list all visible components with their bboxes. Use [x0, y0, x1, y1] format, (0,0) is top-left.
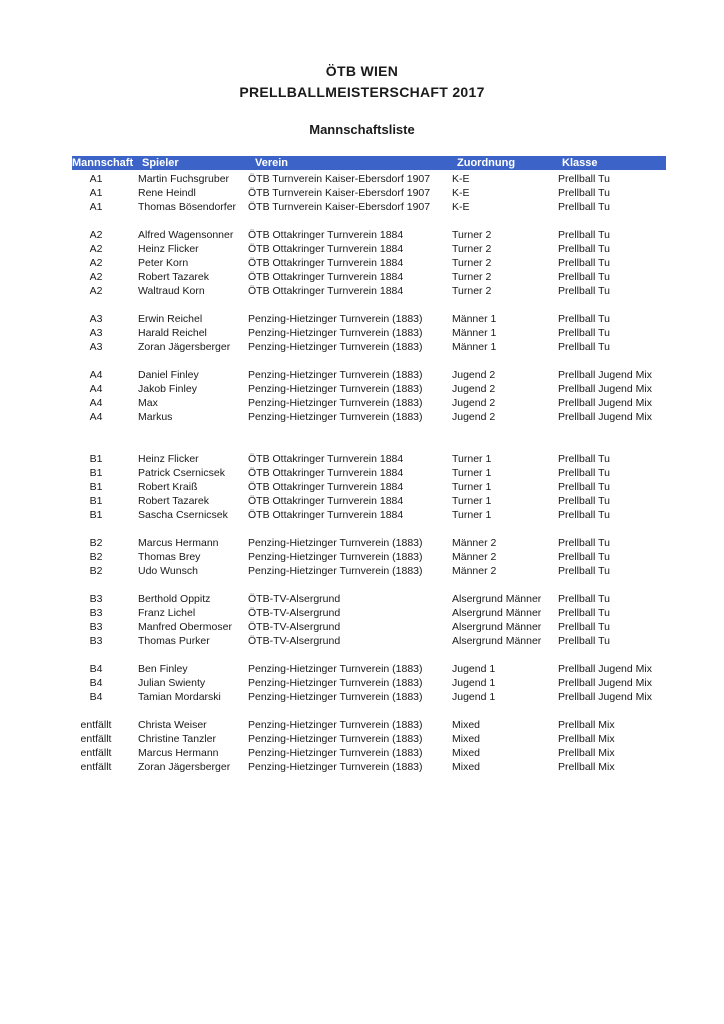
- cell-assignment: Turner 2: [452, 271, 492, 283]
- cell-assignment: Jugend 2: [452, 411, 496, 423]
- cell-player: Heinz Flicker: [138, 453, 199, 465]
- table-row: [72, 564, 666, 578]
- table-row: [72, 746, 666, 760]
- table-row: [72, 732, 666, 746]
- cell-team: B3: [89, 621, 103, 633]
- table-row: [72, 662, 666, 676]
- cell-player: Tamian Mordarski: [138, 691, 221, 703]
- cell-class: Prellball Mix: [558, 733, 615, 745]
- cell-assignment: Turner 1: [452, 509, 492, 521]
- table-row: [72, 256, 666, 270]
- cell-assignment: K-E: [452, 201, 470, 213]
- cell-club: Penzing-Hietzinger Turnverein (1883): [248, 341, 423, 353]
- column-header-class: Klasse: [562, 157, 598, 169]
- cell-team: B3: [89, 607, 103, 619]
- cell-player: Manfred Obermoser: [138, 621, 232, 633]
- cell-class: Prellball Tu: [558, 313, 610, 325]
- table-row: [72, 606, 666, 620]
- cell-club: ÖTB-TV-Alsergrund: [248, 607, 341, 619]
- cell-player: Ben Finley: [138, 663, 188, 675]
- cell-player: Markus: [138, 411, 173, 423]
- cell-team: entfällt: [80, 761, 112, 773]
- cell-club: ÖTB Ottakringer Turnverein 1884: [248, 467, 404, 479]
- cell-player: Zoran Jägersberger: [138, 341, 231, 353]
- cell-assignment: Männer 1: [452, 341, 497, 353]
- cell-club: ÖTB Ottakringer Turnverein 1884: [248, 495, 404, 507]
- cell-club: ÖTB Ottakringer Turnverein 1884: [248, 257, 404, 269]
- cell-team: B4: [89, 691, 103, 703]
- table-row: [72, 508, 666, 522]
- cell-class: Prellball Tu: [558, 187, 610, 199]
- cell-club: ÖTB Ottakringer Turnverein 1884: [248, 271, 404, 283]
- cell-class: Prellball Tu: [558, 285, 610, 297]
- cell-team: B2: [89, 565, 103, 577]
- cell-team: entfällt: [80, 733, 112, 745]
- table-row: [72, 760, 666, 774]
- cell-club: Penzing-Hietzinger Turnverein (1883): [248, 565, 423, 577]
- cell-assignment: Turner 1: [452, 495, 492, 507]
- table-row: [72, 634, 666, 648]
- cell-player: Franz Lichel: [138, 607, 196, 619]
- column-header-assignment: Zuordnung: [457, 157, 516, 169]
- cell-assignment: Turner 1: [452, 467, 492, 479]
- cell-club: Penzing-Hietzinger Turnverein (1883): [248, 537, 423, 549]
- cell-player: Udo Wunsch: [138, 565, 198, 577]
- cell-class: Prellball Tu: [558, 607, 610, 619]
- cell-class: Prellball Tu: [558, 243, 610, 255]
- cell-team: B1: [89, 495, 103, 507]
- table-row: [72, 452, 666, 466]
- cell-club: ÖTB-TV-Alsergrund: [248, 621, 341, 633]
- cell-team: A3: [89, 341, 103, 353]
- cell-club: ÖTB Ottakringer Turnverein 1884: [248, 243, 404, 255]
- column-header-player: Spieler: [142, 157, 179, 169]
- table-row: [72, 396, 666, 410]
- table-row: [72, 340, 666, 354]
- cell-team: B4: [89, 663, 103, 675]
- cell-player: Rene Heindl: [138, 187, 196, 199]
- cell-team: B1: [89, 509, 103, 521]
- cell-class: Prellball Tu: [558, 565, 610, 577]
- cell-assignment: Männer 1: [452, 313, 497, 325]
- cell-assignment: Turner 2: [452, 243, 492, 255]
- cell-player: Thomas Purker: [138, 635, 210, 647]
- column-header-team: Mannschaft: [72, 157, 134, 169]
- cell-team: A2: [89, 257, 103, 269]
- cell-assignment: Männer 2: [452, 537, 497, 549]
- cell-assignment: Mixed: [452, 761, 481, 773]
- cell-team: A2: [89, 243, 103, 255]
- cell-club: ÖTB Turnverein Kaiser-Ebersdorf 1907: [248, 187, 431, 199]
- cell-assignment: Mixed: [452, 733, 481, 745]
- cell-class: Prellball Jugend Mix: [558, 677, 652, 689]
- cell-player: Christa Weiser: [138, 719, 207, 731]
- cell-assignment: K-E: [452, 173, 470, 185]
- cell-team: B2: [89, 551, 103, 563]
- cell-club: Penzing-Hietzinger Turnverein (1883): [248, 383, 423, 395]
- cell-player: Robert Kraiß: [138, 481, 198, 493]
- cell-team: B1: [89, 453, 103, 465]
- cell-class: Prellball Tu: [558, 327, 610, 339]
- table-row: [72, 186, 666, 200]
- cell-assignment: Mixed: [452, 747, 481, 759]
- cell-team: A4: [89, 383, 103, 395]
- cell-player: Waltraud Korn: [138, 285, 205, 297]
- cell-team: A1: [89, 201, 103, 213]
- table-row: [72, 270, 666, 284]
- cell-club: ÖTB-TV-Alsergrund: [248, 593, 341, 605]
- cell-class: Prellball Jugend Mix: [558, 691, 652, 703]
- cell-player: Berthold Oppitz: [138, 593, 211, 605]
- cell-club: ÖTB Ottakringer Turnverein 1884: [248, 229, 404, 241]
- table-row: [72, 172, 666, 186]
- table-row: [72, 592, 666, 606]
- cell-class: Prellball Tu: [558, 271, 610, 283]
- cell-team: A3: [89, 327, 103, 339]
- cell-player: Daniel Finley: [138, 369, 199, 381]
- cell-class: Prellball Jugend Mix: [558, 397, 652, 409]
- cell-team: A2: [89, 229, 103, 241]
- cell-class: Prellball Tu: [558, 481, 610, 493]
- cell-team: A1: [89, 173, 103, 185]
- document-title: ÖTB WIEN: [325, 63, 399, 79]
- cell-team: A2: [89, 271, 103, 283]
- cell-assignment: Männer 2: [452, 551, 497, 563]
- table-row: [72, 620, 666, 634]
- cell-class: Prellball Tu: [558, 551, 610, 563]
- table-row: [72, 550, 666, 564]
- table-row: [72, 718, 666, 732]
- table-row: [72, 242, 666, 256]
- cell-class: Prellball Tu: [558, 509, 610, 521]
- cell-player: Peter Korn: [138, 257, 189, 269]
- cell-club: Penzing-Hietzinger Turnverein (1883): [248, 551, 423, 563]
- cell-club: ÖTB Turnverein Kaiser-Ebersdorf 1907: [248, 201, 431, 213]
- cell-player: Patrick Csernicsek: [138, 467, 225, 479]
- cell-player: Heinz Flicker: [138, 243, 199, 255]
- cell-club: ÖTB Ottakringer Turnverein 1884: [248, 285, 404, 297]
- cell-assignment: Alsergrund Männer: [452, 607, 542, 619]
- cell-player: Thomas Bösendorfer: [138, 201, 237, 213]
- cell-team: B2: [89, 537, 103, 549]
- table-row: [72, 536, 666, 550]
- cell-class: Prellball Jugend Mix: [558, 369, 652, 381]
- cell-player: Zoran Jägersberger: [138, 761, 231, 773]
- column-header-club: Verein: [255, 157, 289, 169]
- cell-team: entfällt: [80, 719, 112, 731]
- cell-team: A2: [89, 285, 103, 297]
- cell-club: Penzing-Hietzinger Turnverein (1883): [248, 397, 423, 409]
- cell-player: Jakob Finley: [138, 383, 197, 395]
- cell-club: Penzing-Hietzinger Turnverein (1883): [248, 411, 423, 423]
- table-row: [72, 382, 666, 396]
- cell-club: Penzing-Hietzinger Turnverein (1883): [248, 733, 423, 745]
- cell-club: Penzing-Hietzinger Turnverein (1883): [248, 691, 423, 703]
- cell-club: Penzing-Hietzinger Turnverein (1883): [248, 327, 423, 339]
- cell-class: Prellball Jugend Mix: [558, 663, 652, 675]
- cell-team: A1: [89, 187, 103, 199]
- table-row: [72, 368, 666, 382]
- cell-team: B3: [89, 593, 103, 605]
- cell-assignment: Turner 1: [452, 481, 492, 493]
- cell-class: Prellball Tu: [558, 635, 610, 647]
- cell-class: Prellball Tu: [558, 537, 610, 549]
- cell-class: Prellball Mix: [558, 761, 615, 773]
- cell-class: Prellball Jugend Mix: [558, 383, 652, 395]
- table-row: [72, 690, 666, 704]
- document-subtitle: Mannschaftsliste: [309, 122, 415, 137]
- cell-player: Thomas Brey: [138, 551, 201, 563]
- cell-club: Penzing-Hietzinger Turnverein (1883): [248, 663, 423, 675]
- cell-player: Sascha Csernicsek: [138, 509, 228, 521]
- cell-assignment: Jugend 2: [452, 397, 496, 409]
- cell-class: Prellball Tu: [558, 593, 610, 605]
- cell-player: Robert Tazarek: [138, 271, 210, 283]
- cell-class: Prellball Mix: [558, 719, 615, 731]
- cell-team: A4: [89, 369, 103, 381]
- cell-assignment: Jugend 1: [452, 677, 496, 689]
- cell-club: ÖTB Ottakringer Turnverein 1884: [248, 509, 404, 521]
- cell-team: B4: [89, 677, 103, 689]
- cell-class: Prellball Jugend Mix: [558, 411, 652, 423]
- cell-assignment: Alsergrund Männer: [452, 593, 542, 605]
- cell-club: ÖTB Ottakringer Turnverein 1884: [248, 481, 404, 493]
- cell-class: Prellball Mix: [558, 747, 615, 759]
- cell-class: Prellball Tu: [558, 621, 610, 633]
- cell-team: A4: [89, 397, 103, 409]
- cell-assignment: Turner 2: [452, 257, 492, 269]
- cell-assignment: Alsergrund Männer: [452, 621, 542, 633]
- cell-club: Penzing-Hietzinger Turnverein (1883): [248, 369, 423, 381]
- cell-assignment: Männer 1: [452, 327, 497, 339]
- cell-club: ÖTB-TV-Alsergrund: [248, 635, 341, 647]
- table-row: [72, 676, 666, 690]
- cell-team: B1: [89, 481, 103, 493]
- cell-team: A4: [89, 411, 103, 423]
- cell-assignment: Jugend 1: [452, 663, 496, 675]
- table-row: [72, 312, 666, 326]
- cell-assignment: Turner 2: [452, 285, 492, 297]
- cell-class: Prellball Tu: [558, 495, 610, 507]
- cell-club: Penzing-Hietzinger Turnverein (1883): [248, 747, 423, 759]
- cell-player: Erwin Reichel: [138, 313, 203, 325]
- cell-class: Prellball Tu: [558, 467, 610, 479]
- cell-class: Prellball Tu: [558, 453, 610, 465]
- cell-assignment: Turner 1: [452, 453, 492, 465]
- cell-player: Marcus Hermann: [138, 747, 219, 759]
- cell-assignment: Jugend 1: [452, 691, 496, 703]
- table-row: [72, 410, 666, 424]
- table-row: [72, 480, 666, 494]
- document-title-line2: PRELLBALLMEISTERSCHAFT 2017: [239, 84, 485, 100]
- cell-assignment: Turner 2: [452, 229, 492, 241]
- cell-assignment: Jugend 2: [452, 383, 496, 395]
- cell-team: entfällt: [80, 747, 112, 759]
- cell-class: Prellball Tu: [558, 229, 610, 241]
- table-header: [72, 156, 666, 170]
- cell-assignment: Alsergrund Männer: [452, 635, 542, 647]
- cell-club: Penzing-Hietzinger Turnverein (1883): [248, 313, 423, 325]
- cell-assignment: Mixed: [452, 719, 481, 731]
- cell-player: Marcus Hermann: [138, 537, 219, 549]
- cell-player: Christine Tanzler: [138, 733, 217, 745]
- cell-team: A3: [89, 313, 103, 325]
- cell-player: Martin Fuchsgruber: [138, 173, 230, 185]
- cell-assignment: Männer 2: [452, 565, 497, 577]
- cell-assignment: Jugend 2: [452, 369, 496, 381]
- table-row: [72, 326, 666, 340]
- cell-class: Prellball Tu: [558, 173, 610, 185]
- cell-team: B1: [89, 467, 103, 479]
- table-row: [72, 228, 666, 242]
- cell-team: B3: [89, 635, 103, 647]
- table-row: [72, 200, 666, 214]
- cell-club: Penzing-Hietzinger Turnverein (1883): [248, 719, 423, 731]
- table-row: [72, 494, 666, 508]
- cell-class: Prellball Tu: [558, 201, 610, 213]
- cell-class: Prellball Tu: [558, 341, 610, 353]
- cell-player: Robert Tazarek: [138, 495, 210, 507]
- cell-player: Max: [138, 397, 158, 409]
- cell-player: Harald Reichel: [138, 327, 207, 339]
- cell-club: ÖTB Ottakringer Turnverein 1884: [248, 453, 404, 465]
- cell-class: Prellball Tu: [558, 257, 610, 269]
- cell-club: ÖTB Turnverein Kaiser-Ebersdorf 1907: [248, 173, 431, 185]
- cell-assignment: K-E: [452, 187, 470, 199]
- cell-club: Penzing-Hietzinger Turnverein (1883): [248, 677, 423, 689]
- cell-player: Julian Swienty: [138, 677, 206, 689]
- table-row: [72, 284, 666, 298]
- cell-player: Alfred Wagensonner: [138, 229, 234, 241]
- table-row: [72, 466, 666, 480]
- cell-club: Penzing-Hietzinger Turnverein (1883): [248, 761, 423, 773]
